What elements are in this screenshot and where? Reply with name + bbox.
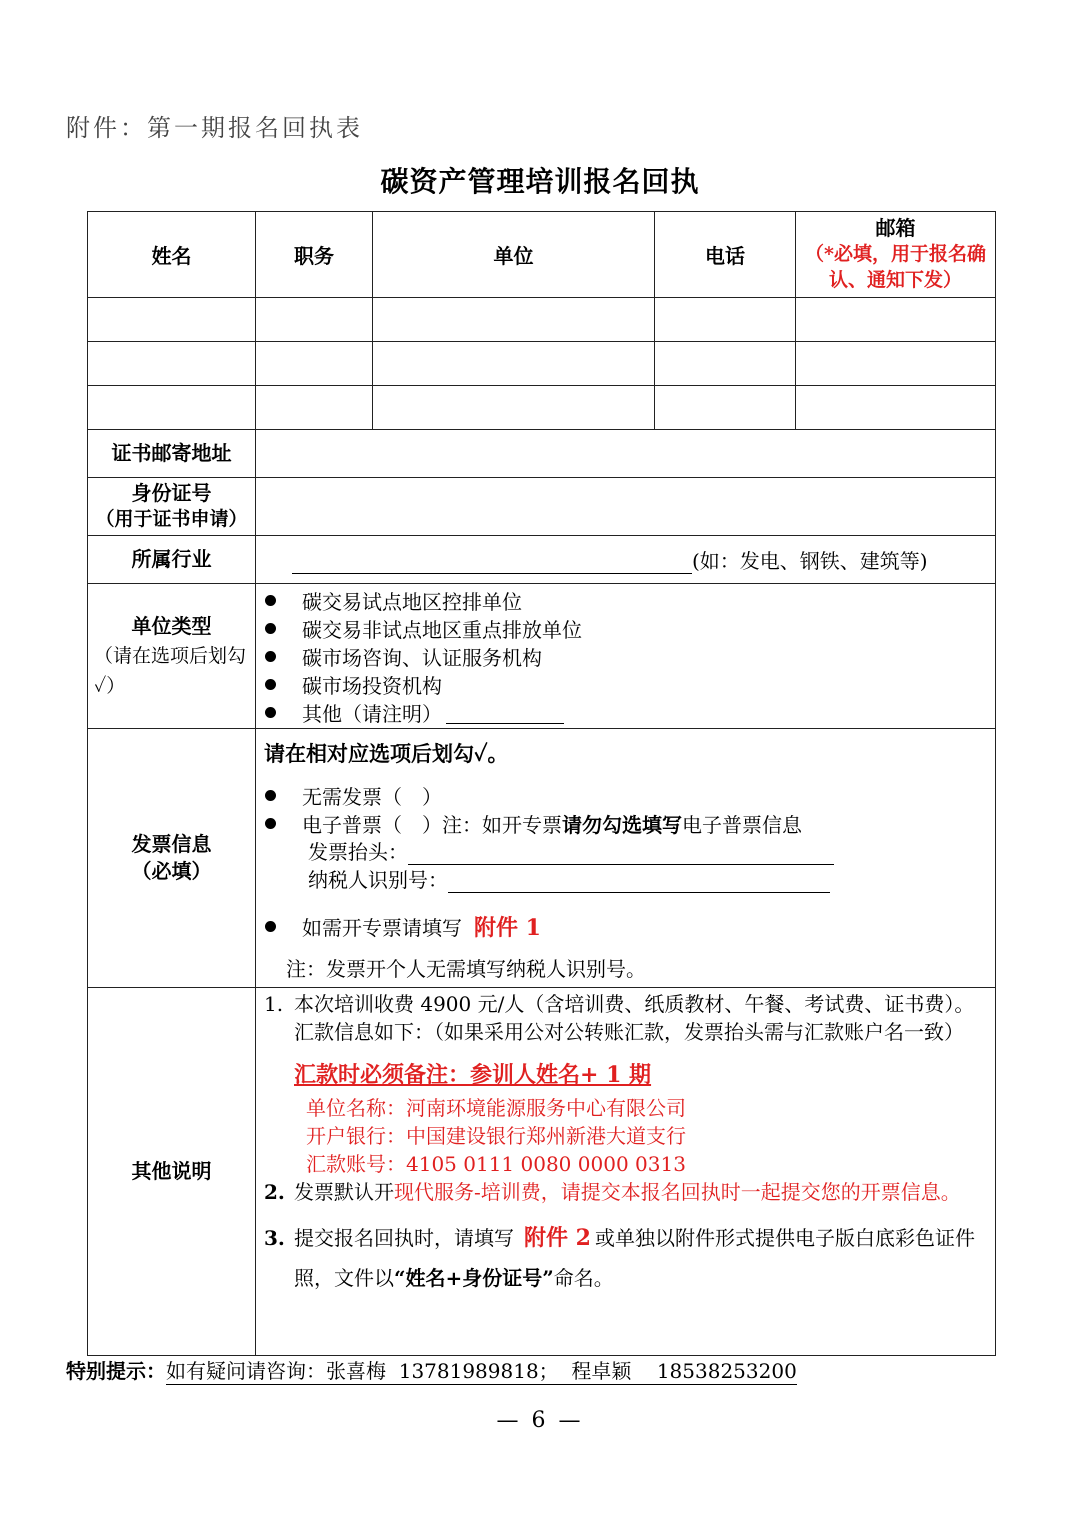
industry-cell xyxy=(256,536,996,584)
col-phone: 电话 xyxy=(655,212,796,298)
entry-phone-cell[interactable] xyxy=(655,342,796,386)
registration-table xyxy=(87,211,996,1356)
entry-email-cell[interactable] xyxy=(796,298,996,342)
taxid-input[interactable] xyxy=(448,870,830,893)
col-email xyxy=(796,212,996,298)
col-unit: 单位 xyxy=(373,212,655,298)
bullet-icon xyxy=(265,679,276,690)
address-field[interactable] xyxy=(256,430,996,478)
id-row xyxy=(88,478,996,536)
unit-type-row xyxy=(88,584,996,729)
unit-type-option[interactable]: 碳交易试点地区控排单位 xyxy=(256,586,995,614)
attachment-1-link[interactable]: 附件 1 xyxy=(474,914,541,941)
bullet-icon xyxy=(265,595,276,606)
payee-name: 单位名称：河南环境能源服务中心有限公司 xyxy=(306,1096,686,1120)
form-title: 碳资产管理培训报名回执 xyxy=(380,165,700,198)
taxid-label: 纳税人识别号： xyxy=(308,868,448,892)
col-email-label: 邮箱 xyxy=(875,216,916,241)
remit-note: 汇款时必须备注：参训人姓名+ 1 期 xyxy=(294,1062,652,1088)
unit-type-option[interactable]: 碳交易非试点地区重点排放单位 xyxy=(256,614,995,642)
address-row xyxy=(88,430,996,478)
id-field[interactable] xyxy=(256,478,996,536)
note-item-2: 2. 发票默认开现代服务-培训费，请提交本报名回执时一起提交您的开票信息。 xyxy=(264,1180,961,1204)
col-position: 职务 xyxy=(256,212,373,298)
unit-type-label: 单位类型 xyxy=(131,614,212,639)
unit-type-option[interactable]: 碳市场投资机构 xyxy=(256,670,995,698)
page-number: — 6 — xyxy=(496,1408,584,1433)
unit-type-option[interactable]: 碳市场咨询、认证服务机构 xyxy=(256,642,995,670)
entry-name-cell[interactable] xyxy=(88,298,256,342)
invoice-label: 发票信息 xyxy=(131,832,212,856)
attachment-label: 附件：第一期报名回执表 xyxy=(66,114,363,142)
attachment-2-link[interactable]: 附件 2 xyxy=(524,1225,591,1251)
entry-unit-cell[interactable] xyxy=(373,342,655,386)
invoice-row xyxy=(88,729,996,988)
contact-info: 如有疑问请咨询：张喜梅 13781989818； 程卓颖 18538253200 xyxy=(166,1359,797,1383)
other-content xyxy=(256,988,996,1356)
email-required-note: （*必填，用于报名确认、通知下发） xyxy=(805,243,986,291)
entry-unit-cell[interactable] xyxy=(373,298,655,342)
id-label-cell xyxy=(88,478,256,536)
bullet-icon xyxy=(265,921,276,932)
col-name: 姓名 xyxy=(88,212,256,298)
header-row xyxy=(88,212,996,298)
industry-input[interactable] xyxy=(292,551,692,574)
invoice-title-label: 发票抬头： xyxy=(308,840,408,864)
note-item-1: 1. 本次培训收费 4900 元/人（含培训费、纸质教材、午餐、考试费、证书费）。汇款信息如下：（如果采用公对公转账汇款，发票抬头需与汇款账户名一致） xyxy=(264,992,975,1044)
special-invoice-option[interactable]: 如需开专票请填写 附件 1 xyxy=(256,909,995,943)
industry-label: 所属行业 xyxy=(88,536,256,584)
invoice-instruction: 请在相对应选项后划勾✓。 xyxy=(264,741,509,766)
reminder-label: 特别提示： xyxy=(66,1359,166,1383)
bullet-icon xyxy=(265,707,276,718)
invoice-label-cell xyxy=(88,729,256,988)
entry-row xyxy=(88,298,996,342)
taxid-row xyxy=(308,865,995,893)
entry-name-cell[interactable] xyxy=(88,342,256,386)
entry-row xyxy=(88,342,996,386)
entry-email-cell[interactable] xyxy=(796,342,996,386)
bullet-icon xyxy=(265,651,276,662)
unit-type-options xyxy=(256,584,996,729)
unit-type-label-cell xyxy=(88,584,256,729)
invoice-none-option[interactable]: 无需发票（ ） xyxy=(256,781,995,809)
bullet-icon xyxy=(265,623,276,634)
invoice-e-option[interactable]: 电子普票（ ）注：如开专票 请勿勾选填写 电子普票信息 xyxy=(256,809,995,837)
account-number: 汇款账号：4105 0111 0080 0000 0313 xyxy=(306,1152,686,1176)
industry-row xyxy=(88,536,996,584)
special-reminder xyxy=(66,1355,797,1384)
industry-hint: (如：发电、钢铁、建筑等) xyxy=(692,549,928,573)
invoice-title-row xyxy=(308,837,995,865)
id-sub-label: （用于证书申请） xyxy=(95,508,248,531)
invoice-title-input[interactable] xyxy=(408,842,834,865)
entry-position-cell[interactable] xyxy=(256,298,373,342)
id-label: 身份证号 xyxy=(131,481,212,506)
entry-phone-cell[interactable] xyxy=(655,386,796,430)
entry-position-cell[interactable] xyxy=(256,342,373,386)
bullet-icon xyxy=(265,818,276,829)
unit-type-sub-label: （请在选项后划勾✓） xyxy=(94,645,247,697)
entry-phone-cell[interactable] xyxy=(655,298,796,342)
address-label: 证书邮寄地址 xyxy=(88,430,256,478)
other-unit-input[interactable] xyxy=(446,701,564,724)
entry-unit-cell[interactable] xyxy=(373,386,655,430)
invoice-options xyxy=(256,729,996,988)
bank-name: 开户银行：中国建设银行郑州新港大道支行 xyxy=(306,1124,686,1148)
note-item-3: 3. 提交报名回执时，请填写 附件 2 或单独以附件形式提供电子版白底彩色证件照，文件以“姓名+身份证号”命名。 xyxy=(264,1225,975,1290)
entry-position-cell[interactable] xyxy=(256,386,373,430)
invoice-note: 注：发票开个人无需填写纳税人识别号。 xyxy=(286,957,646,981)
other-row xyxy=(88,988,996,1356)
entry-name-cell[interactable] xyxy=(88,386,256,430)
entry-email-cell[interactable] xyxy=(796,386,996,430)
bullet-icon xyxy=(265,790,276,801)
unit-type-option[interactable]: 其他（请注明） xyxy=(256,698,995,726)
invoice-sub-label: （必填） xyxy=(131,859,212,883)
entry-row xyxy=(88,386,996,430)
other-label: 其他说明 xyxy=(88,988,256,1356)
